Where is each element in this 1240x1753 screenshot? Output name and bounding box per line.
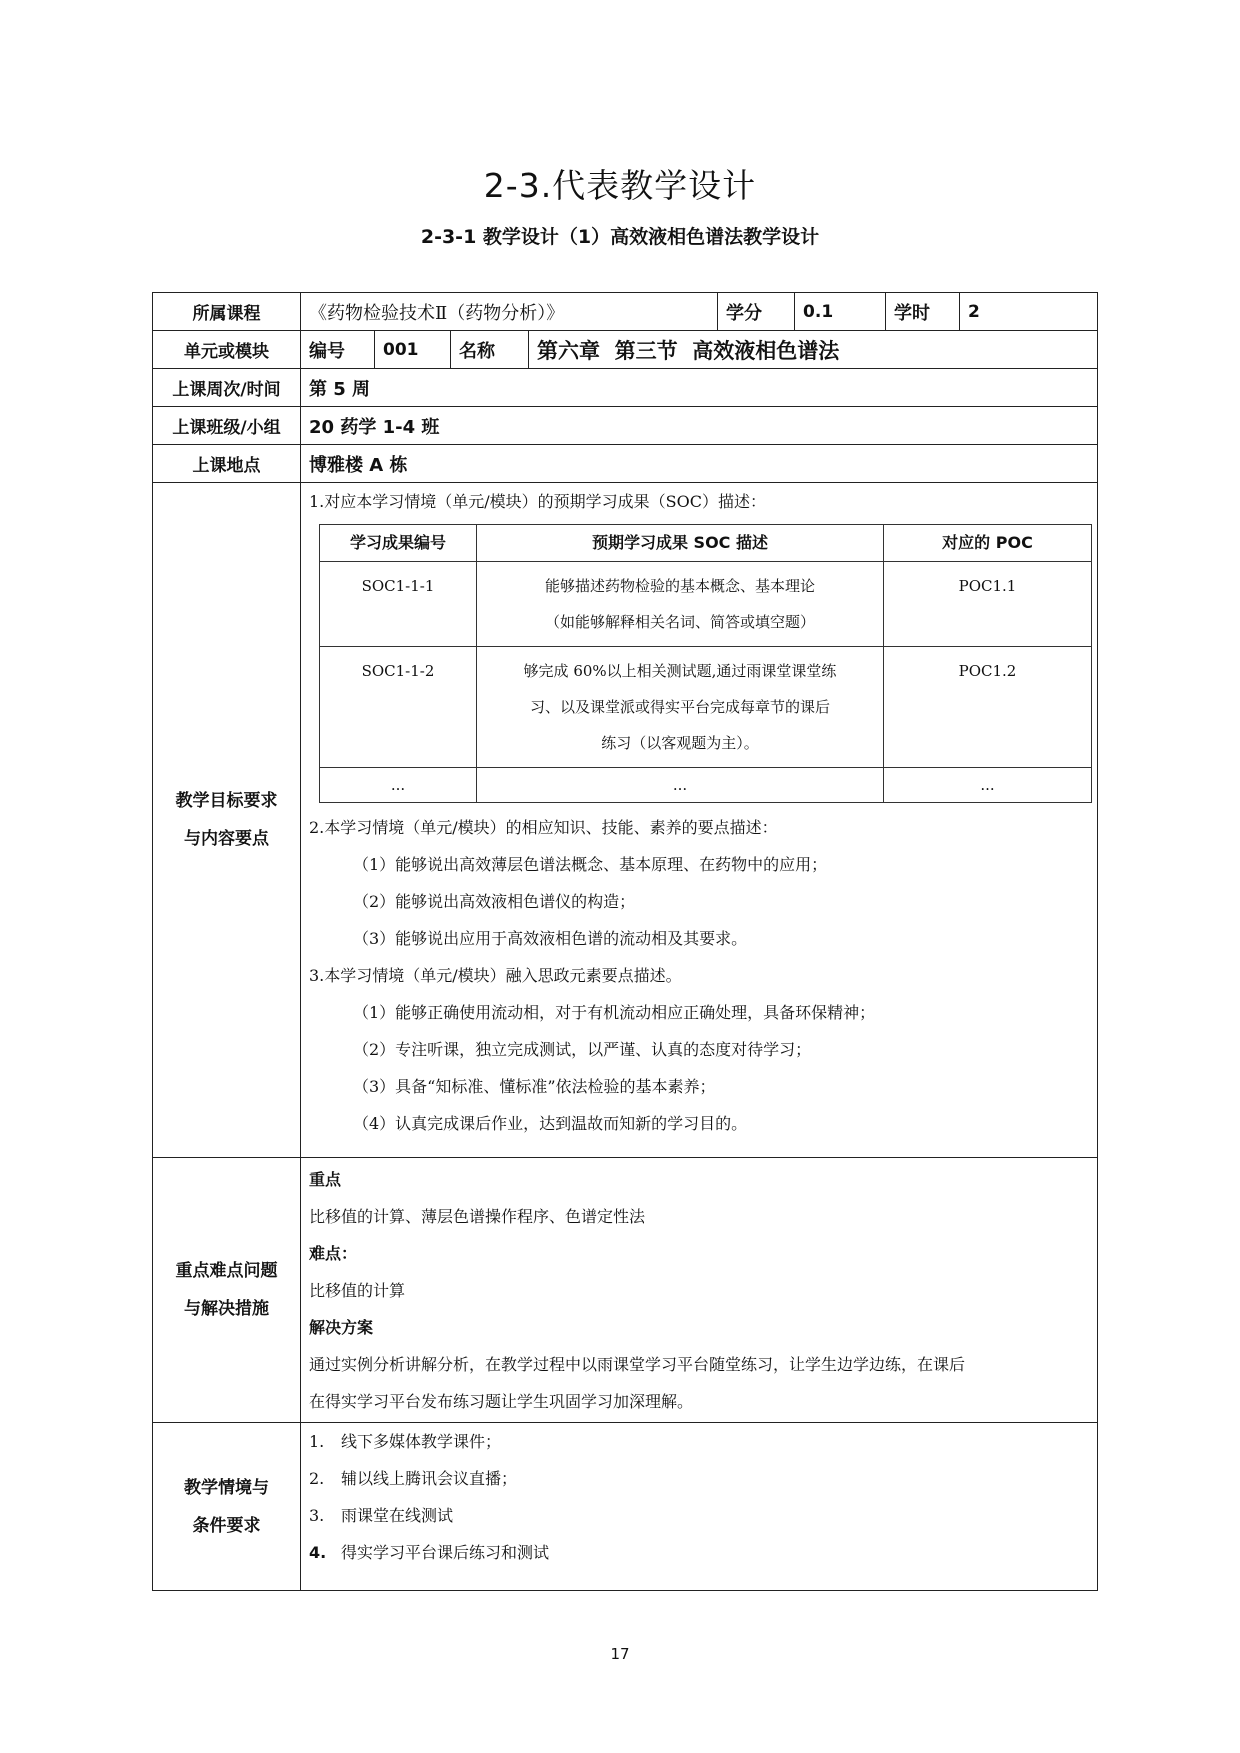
name-label: 名称	[451, 331, 529, 369]
class-value: 20 药学 1-4 班	[301, 407, 1098, 445]
objectives-label-line-2: 与内容要点	[184, 829, 269, 849]
place-label: 上课地点	[153, 445, 301, 483]
condition-number: 2.	[309, 1469, 325, 1488]
difficulties-label-line-1: 重点难点问题	[175, 1261, 278, 1281]
condition-item	[309, 1497, 1089, 1534]
conditions-label-line-2: 条件要求	[192, 1515, 261, 1536]
condition-number: 1.	[309, 1432, 325, 1451]
difficulty-text: 比移值的计算	[309, 1281, 406, 1300]
soc-intro: 1.对应本学习情境（单元/模块）的预期学习成果（SOC）描述：	[309, 492, 766, 511]
objectives-content	[301, 483, 1098, 1158]
soc-desc-line: 能够描述药物检验的基本概念、基本理论	[544, 577, 815, 595]
soc-poc: POC1.1	[884, 562, 1092, 647]
conditions-label	[153, 1423, 301, 1591]
section2-item: （1）能够说出高效薄层色谱法概念、基本原理、在药物中的应用；	[353, 855, 828, 874]
course-row	[153, 293, 1098, 331]
soc-header-poc: 对应的 POC	[884, 525, 1092, 562]
place-value: 博雅楼 A 栋	[301, 445, 1098, 483]
section2-item: （2）能够说出高效液相色谱仪的构造；	[353, 892, 636, 911]
soc-desc	[477, 647, 884, 768]
soc-desc-line: 练习（以客观题为主）。	[601, 734, 759, 752]
unit-label: 单元或模块	[153, 331, 301, 369]
soc-row	[320, 647, 1092, 768]
page-subtitle: 2-3-1 教学设计（1）高效液相色谱法教学设计	[420, 226, 820, 248]
soc-desc-line: 习、以及课堂派或得实平台完成每章节的课后	[529, 698, 830, 716]
code-label: 编号	[301, 331, 375, 369]
condition-text: 得实学习平台课后练习和测试	[341, 1543, 550, 1562]
soc-id: SOC1-1-2	[320, 647, 477, 768]
page-title: 2-3.代表教学设计	[483, 166, 757, 205]
solution-text: 通过实例分析讲解分析，在教学过程中以雨课堂学习平台随堂练习，让学生边学边练，在课后	[309, 1355, 966, 1374]
objectives-row	[153, 483, 1098, 1158]
course-value: 《药物检验技术Ⅱ（药物分析）》	[301, 293, 718, 331]
conditions-label-line-1: 教学情境与	[184, 1477, 269, 1498]
page-number: 17	[610, 1645, 630, 1663]
course-label: 所属课程	[153, 293, 301, 331]
week-row	[153, 369, 1098, 407]
condition-number: 4.	[309, 1543, 327, 1562]
difficulties-content	[301, 1158, 1098, 1423]
key-point-text: 比移值的计算、薄层色谱操作程序、色谱定性法	[309, 1207, 646, 1226]
difficulties-label-line-2: 与解决措施	[184, 1299, 269, 1319]
section3-item: （2）专注听课，独立完成测试，以严谨、认真的态度对待学习；	[353, 1040, 812, 1059]
section3-item: （3）具备“知标准、懂标准”依法检验的基本素养；	[353, 1077, 716, 1096]
difficulties-row	[153, 1158, 1098, 1423]
soc-desc-line: 够完成 60%以上相关测试题,通过雨课堂课堂练	[523, 662, 837, 680]
difficulties-label	[153, 1158, 301, 1423]
section3-title: 3.本学习情境（单元/模块）融入思政元素要点描述。	[309, 966, 682, 985]
soc-row	[320, 768, 1092, 803]
lesson-design-table	[152, 292, 1098, 1591]
soc-poc: POC1.2	[884, 647, 1092, 768]
solution-text: 在得实学习平台发布练习题让学生巩固学习加深理解。	[309, 1392, 694, 1411]
section3-item: （4）认真完成课后作业，达到温故而知新的学习目的。	[353, 1114, 748, 1133]
hours-label: 学时	[886, 293, 960, 331]
soc-poc: ...	[884, 768, 1092, 803]
week-label: 上课周次/时间	[153, 369, 301, 407]
condition-item	[309, 1460, 1089, 1497]
key-point-title: 重点	[309, 1170, 342, 1189]
conditions-content	[301, 1423, 1098, 1591]
condition-text: 辅以线上腾讯会议直播；	[341, 1469, 518, 1488]
unit-row	[153, 331, 1098, 369]
hours-value: 2	[960, 293, 1098, 331]
class-row	[153, 407, 1098, 445]
section3-item: （1）能够正确使用流动相，对于有机流动相应正确处理，具备环保精神；	[353, 1003, 876, 1022]
credit-label: 学分	[718, 293, 795, 331]
code-value: 001	[375, 331, 451, 369]
condition-text: 线下多媒体教学课件；	[341, 1432, 502, 1451]
place-row	[153, 445, 1098, 483]
section2-title: 2.本学习情境（单元/模块）的相应知识、技能、素养的要点描述：	[309, 818, 778, 837]
difficulty-title: 难点：	[309, 1244, 358, 1263]
soc-desc: ...	[477, 768, 884, 803]
objectives-label	[153, 483, 301, 1158]
soc-row	[320, 562, 1092, 647]
credit-value: 0.1	[795, 293, 886, 331]
class-label: 上课班级/小组	[153, 407, 301, 445]
condition-text: 雨课堂在线测试	[341, 1506, 454, 1525]
conditions-row	[153, 1423, 1098, 1591]
unit-name-value: 第六章 第三节 高效液相色谱法	[529, 331, 1098, 369]
condition-item	[309, 1423, 1089, 1460]
soc-id: SOC1-1-1	[320, 562, 477, 647]
condition-item	[309, 1534, 1089, 1571]
soc-table	[319, 524, 1092, 803]
soc-desc	[477, 562, 884, 647]
soc-id: ...	[320, 768, 477, 803]
section2-item: （3）能够说出应用于高效液相色谱的流动相及其要求。	[353, 929, 748, 948]
soc-header-desc: 预期学习成果 SOC 描述	[477, 525, 884, 562]
condition-number: 3.	[309, 1506, 325, 1525]
soc-header-row	[320, 525, 1092, 562]
objectives-label-line-1: 教学目标要求	[175, 791, 278, 811]
solution-title: 解决方案	[309, 1318, 374, 1337]
soc-header-id: 学习成果编号	[320, 525, 477, 562]
soc-desc-line: （如能够解释相关名词、简答或填空题）	[544, 613, 815, 631]
week-value: 第 5 周	[301, 369, 1098, 407]
